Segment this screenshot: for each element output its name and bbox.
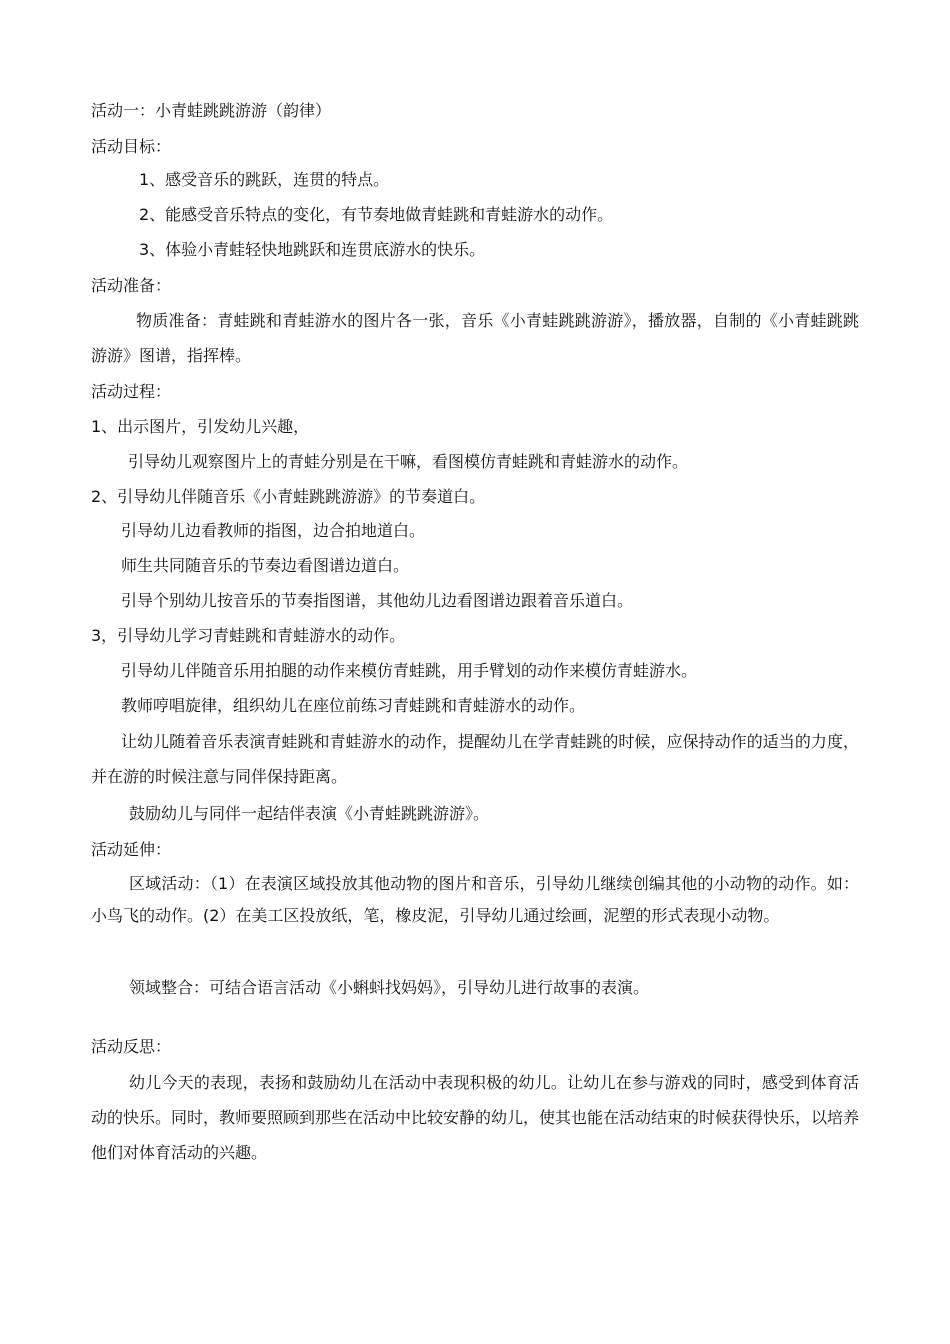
goal-item: 3、体验小青蛙轻快地跳跃和连贯底游水的快乐。	[139, 240, 486, 259]
process-step-1-line: 引导幼儿观察图片上的青蛙分别是在干嘛，看图模仿青蛙跳和青蛙游水的动作。	[128, 452, 689, 471]
reflection-text: 幼儿今天的表现，表扬和鼓励幼儿在活动中表现积极的幼儿。让幼儿在参与游戏的同时，感受到体育活动的快乐。同时，教师要照顾到那些在活动中比较安静的幼儿，使其也能在活动结束的时候获得快乐，以培养他们对体育活动的兴趣。	[91, 1073, 860, 1162]
process-step-2-title: 2、引导幼儿伴随音乐《小青蛙跳跳游游》的节奏道白。	[91, 487, 486, 506]
process-step-3-paragraph: 让幼儿随着音乐表演青蛙跳和青蛙游水的动作，提醒幼儿在学青蛙跳的时候，应保持动作的适当的力度，并在游的时候注意与同伴保持距离。	[91, 732, 859, 786]
process-heading: 活动过程：	[91, 382, 172, 401]
goal-item: 2、能感受音乐特点的变化，有节奏地做青蛙跳和青蛙游水的动作。	[139, 205, 614, 224]
extension-integration: 领域整合：可结合语言活动《小蝌蚪找妈妈》，引导幼儿进行故事的表演。	[129, 978, 650, 997]
goal-item: 1、感受音乐的跳跃，连贯的特点。	[139, 170, 390, 189]
process-step-2-line: 引导个别幼儿按音乐的节奏指图谱，其他幼儿边看图谱边跟着音乐道白。	[121, 591, 634, 610]
process-step-3-line: 教师哼唱旋律，组织幼儿在座位前练习青蛙跳和青蛙游水的动作。	[121, 696, 586, 715]
extension-area-activity: 区域活动：（1）在表演区域投放其他动物的图片和音乐，引导幼儿继续创编其他的小动物的动作。如：小鸟飞的动作。(2）在美工区投放纸，笔，橡皮泥，引导幼儿通过绘画，泥塑的形式表现小动物。	[91, 874, 859, 925]
process-step-2-line: 引导幼儿边看教师的指图，边合拍地道白。	[121, 521, 426, 540]
reflection-heading: 活动反思：	[91, 1037, 172, 1056]
process-step-3-line: 引导幼儿伴随音乐用拍腿的动作来模仿青蛙跳，用手臂划的动作来模仿青蛙游水。	[121, 661, 698, 680]
process-step-3-last: 鼓励幼儿与同伴一起结伴表演《小青蛙跳跳游游》。	[129, 804, 490, 823]
preparation-heading: 活动准备：	[91, 276, 172, 295]
process-step-3-title: 3，引导幼儿学习青蛙跳和青蛙游水的动作。	[91, 626, 406, 645]
document-title: 活动一：小青蛙跳跳游游（韵律）	[91, 101, 332, 120]
process-step-1-title: 1、出示图片，引发幼儿兴趣，	[91, 417, 310, 436]
goals-heading: 活动目标：	[91, 137, 172, 156]
process-step-2-line: 师生共同随音乐的节奏边看图谱边道白。	[121, 556, 410, 575]
extension-heading: 活动延伸：	[91, 840, 172, 859]
preparation-text: 物质准备：青蛙跳和青蛙游水的图片各一张，音乐《小青蛙跳跳游游》，播放器，自制的《小青蛙跳跳游游》图谱，指挥棒。	[91, 311, 859, 365]
